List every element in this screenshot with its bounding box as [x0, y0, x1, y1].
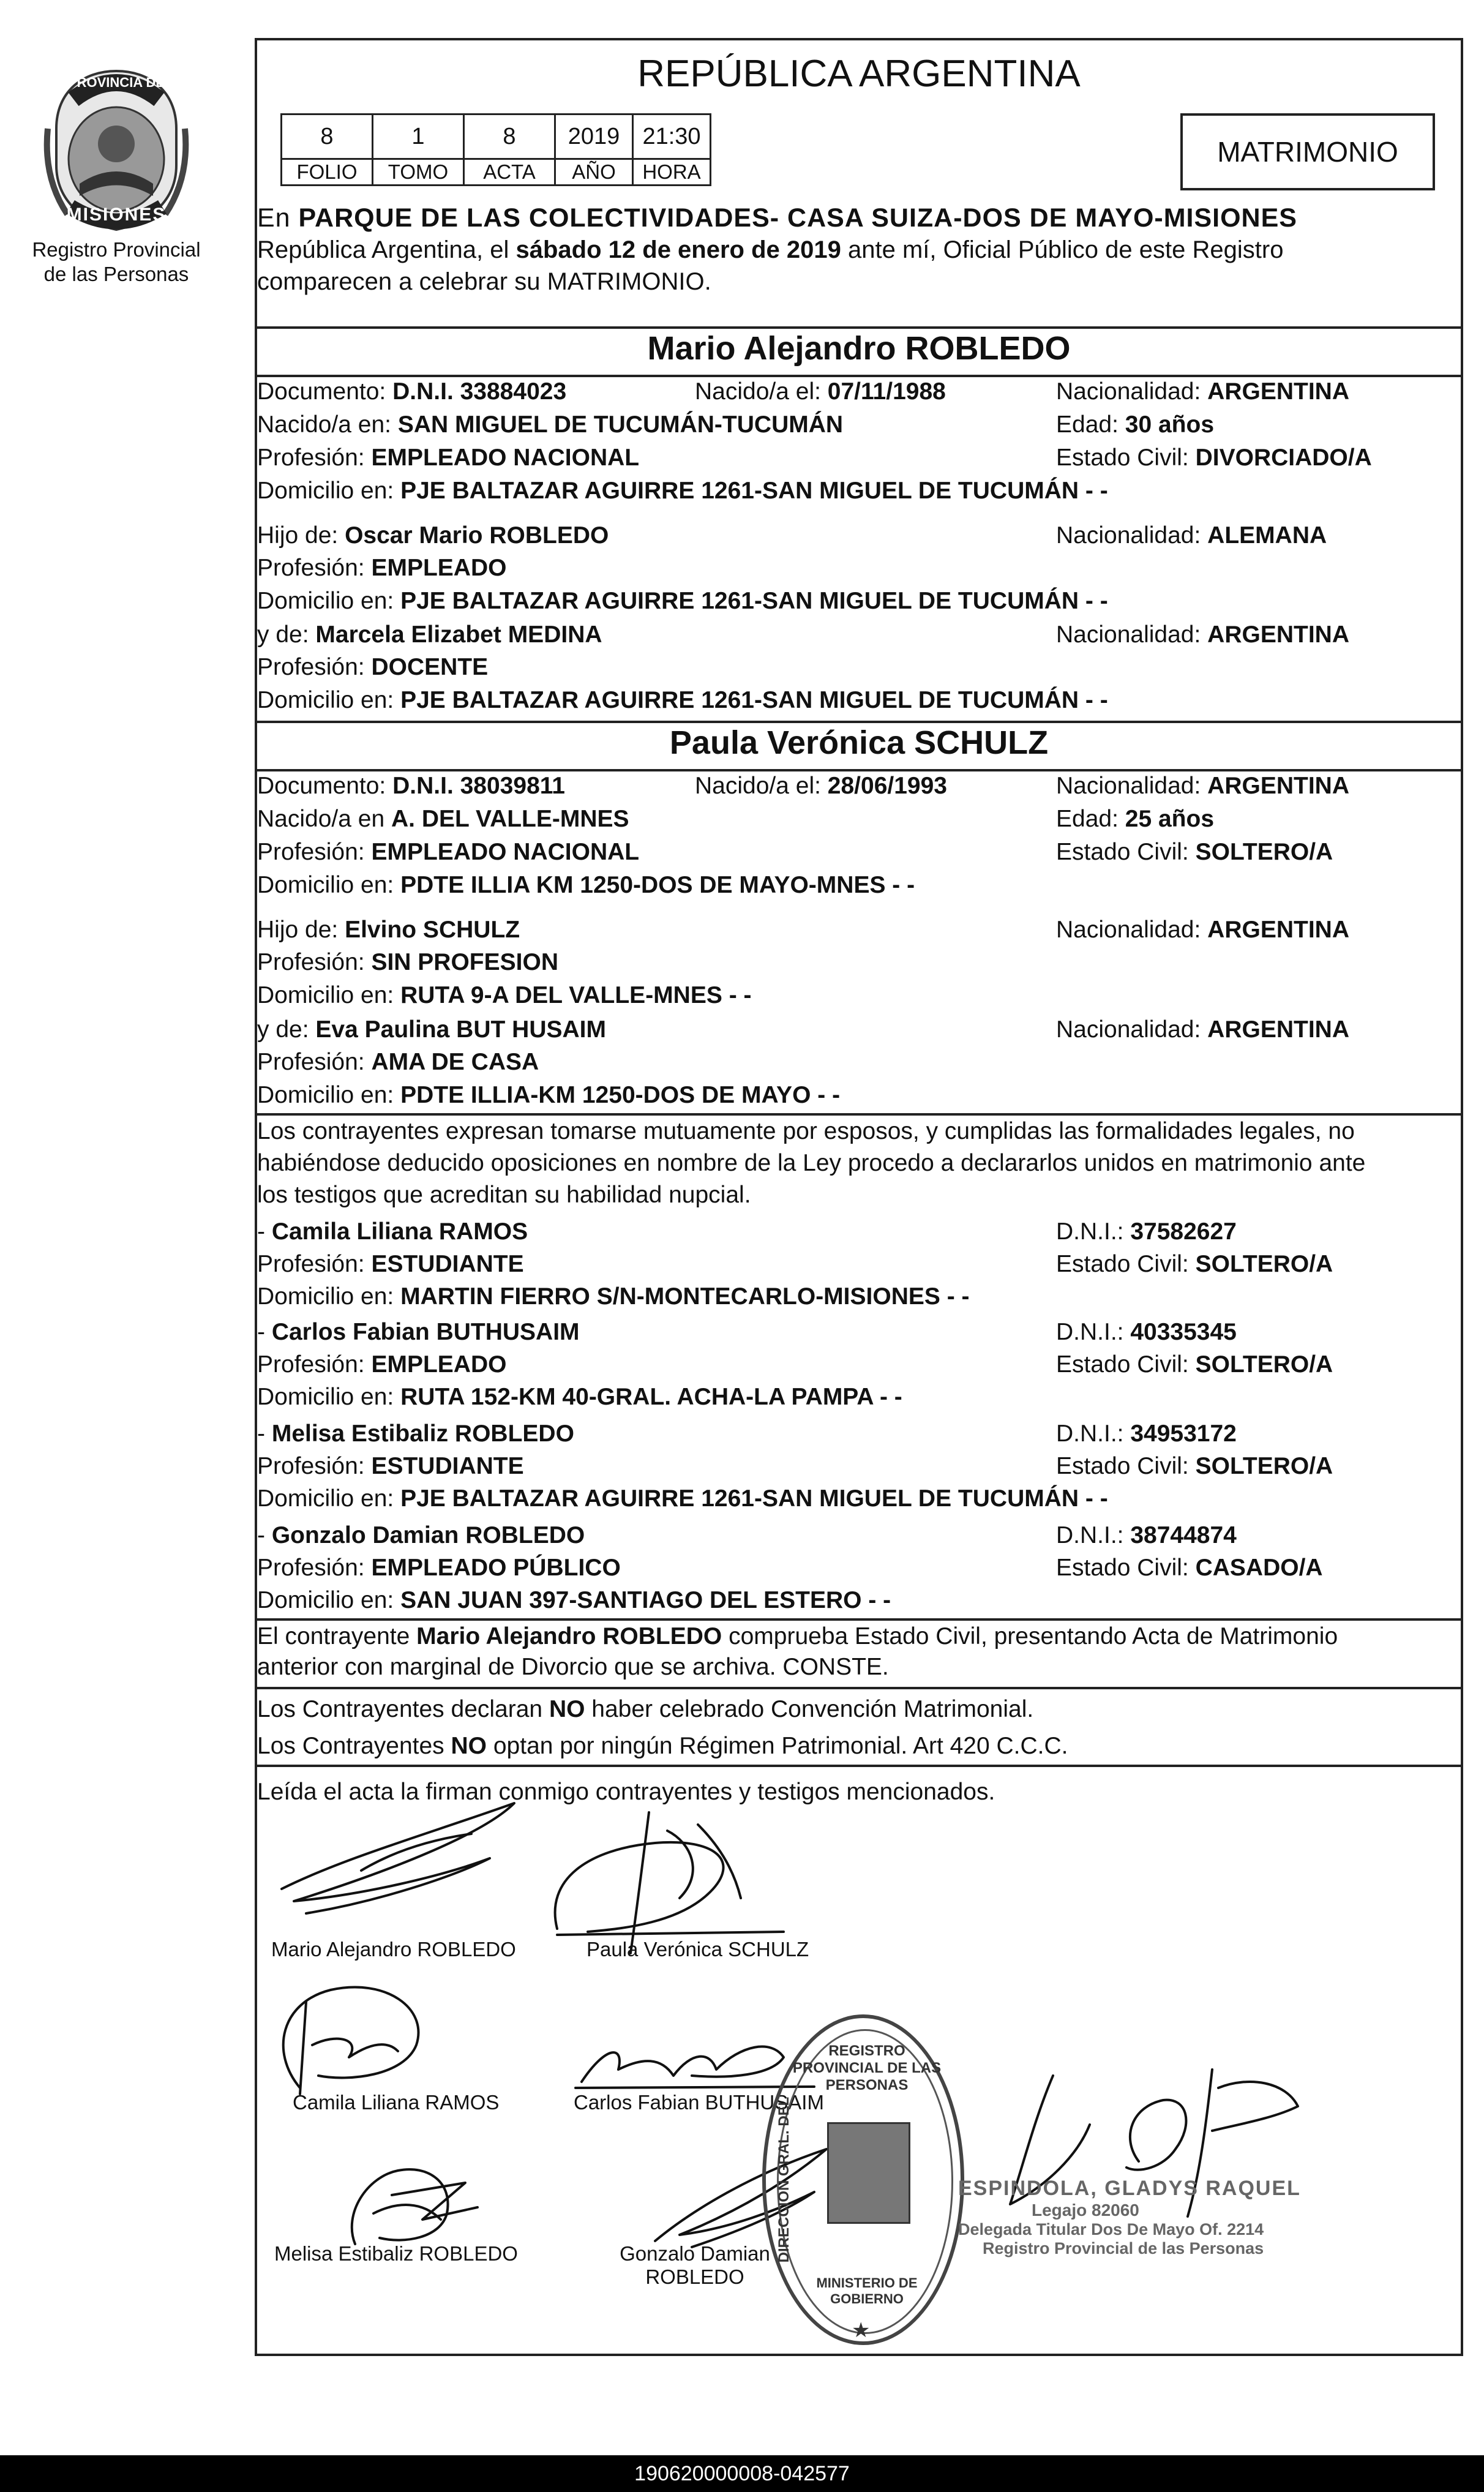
bride-nationality: Nacionalidad: ARGENTINA — [1056, 773, 1350, 799]
bride-address: Domicilio en: PDTE ILLIA KM 1250-DOS DE MAYO-MNES - - — [257, 872, 915, 898]
bride-mother: y de: Eva Paulina BUT HUSAIM — [257, 1016, 606, 1043]
witness-3-signature-label: Melisa Estibaliz ROBLEDO — [274, 2242, 518, 2265]
groom-signature — [269, 1797, 539, 1926]
bride-mother-profession: Profesión: AMA DE CASA — [257, 1049, 539, 1075]
witness-1-profession: Profesión: ESTUDIANTE — [257, 1251, 524, 1277]
register-table — [280, 113, 711, 186]
divider — [255, 1687, 1463, 1689]
divider — [255, 721, 1463, 723]
officer-stamp-name: ESPINDOLA, GLADYS RAQUEL — [958, 2177, 1301, 2200]
bride-father-address: Domicilio en: RUTA 9-A DEL VALLE-MNES - - — [257, 982, 752, 1008]
time-value: 21:30 — [633, 114, 711, 159]
acta-value: 8 — [464, 114, 555, 159]
seal-emblem-icon — [827, 2122, 910, 2224]
officer-stamp — [958, 2177, 1325, 2258]
declaration-line1: Los contrayentes expresan tomarse mutuamente por esposos, y cumplidas las formalidades legales, no — [257, 1118, 1355, 1144]
witness-2-address: Domicilio en: RUTA 152-KM 40-GRAL. ACHA-LA PAMPA - - — [257, 1384, 902, 1410]
bride-age: Edad: 25 años — [1056, 806, 1215, 832]
witness-2-profession: Profesión: EMPLEADO — [257, 1351, 507, 1378]
civil-status-note: El contrayente Mario Alejandro ROBLEDO comprueba Estado Civil, presentando Acta de Matrimonio anterior con marginal de Divorcio que se archiva. CONSTE. — [257, 1623, 1338, 1680]
folio-label: FOLIO — [282, 159, 373, 186]
witness-2-dni: D.N.I.: 40335345 — [1056, 1319, 1237, 1345]
act-type-box — [1180, 113, 1435, 190]
witness-3-signature — [331, 2158, 490, 2256]
divider — [255, 769, 1463, 771]
bride-mother-nationality: Nacionalidad: ARGENTINA — [1056, 1016, 1350, 1043]
tomo-label: TOMO — [373, 159, 464, 186]
witness-2-signature-label: Carlos Fabian BUTHUSAIM — [574, 2091, 824, 2114]
registry-caption — [18, 238, 214, 287]
bride-mother-address: Domicilio en: PDTE ILLIA-KM 1250-DOS DE MAYO - - — [257, 1082, 841, 1108]
intro-country: República Argentina, el — [257, 236, 516, 263]
declaration-paragraph — [257, 1116, 1460, 1211]
witness-4-signature-label: Gonzalo Damian ROBLEDO — [620, 2242, 770, 2288]
witness-3-dni: D.N.I.: 34953172 — [1056, 1421, 1237, 1447]
ceremony-place: PARQUE DE LAS COLECTIVIDADES- CASA SUIZA-DOS DE MAYO-MISIONES — [298, 203, 1297, 233]
convention-statement: Los Contrayentes declaran NO haber celebrado Convención Matrimonial. — [257, 1696, 1034, 1722]
bride-signature-label: Paula Verónica SCHULZ — [586, 1938, 809, 1961]
witness-3-civil-status: Estado Civil: SOLTERO/A — [1056, 1453, 1333, 1479]
groom-father-nationality: Nacionalidad: ALEMANA — [1056, 522, 1327, 549]
act-type: MATRIMONIO — [1217, 136, 1398, 168]
regime-statement: Los Contrayentes NO optan por ningún Régimen Patrimonial. Art 420 C.C.C. — [257, 1733, 1068, 1759]
witness-1-signature-label: Camila Liliana RAMOS — [293, 2091, 500, 2114]
registry-logo — [37, 67, 196, 233]
matrimonial-regime — [257, 1691, 1460, 1765]
witness-4-name: - Gonzalo Damian ROBLEDO — [257, 1522, 585, 1548]
groom-nationality: Nacionalidad: ARGENTINA — [1056, 378, 1350, 405]
groom-signature-label: Mario Alejandro ROBLEDO — [271, 1938, 516, 1961]
groom-father-profession: Profesión: EMPLEADO — [257, 555, 507, 581]
intro-officer: ante mí, Oficial Público de este Registro — [841, 236, 1284, 263]
groom-civil-status: Estado Civil: DIVORCIADO/A — [1056, 445, 1372, 471]
official-round-seal — [762, 2014, 964, 2345]
note-groom-name: Mario Alejandro ROBLEDO — [416, 1623, 722, 1649]
round-seal-text: REGISTRO PROVINCIAL DE LAS PERSONAS — [792, 2043, 942, 2093]
intro-appear: comparecen a celebrar su MATRIMONIO. — [257, 268, 711, 295]
groom-age: Edad: 30 años — [1056, 411, 1215, 438]
acta-label: ACTA — [464, 159, 555, 186]
bride-father-profession: Profesión: SIN PROFESION — [257, 949, 558, 975]
folio-value: 8 — [282, 114, 373, 159]
groom-mother-profession: Profesión: DOCENTE — [257, 654, 489, 680]
groom-father-address: Domicilio en: PJE BALTAZAR AGUIRRE 1261-SAN MIGUEL DE TUCUMÁN - - — [257, 588, 1108, 614]
groom-father: Hijo de: Oscar Mario ROBLEDO — [257, 522, 609, 549]
groom-birth-date: Nacido/a el: 07/11/1988 — [695, 378, 946, 405]
groom-mother-nationality: Nacionalidad: ARGENTINA — [1056, 621, 1350, 648]
seal-bottom-text: MISIONES — [66, 205, 167, 225]
seal-top-text: PROVINCIA DE — [67, 75, 165, 90]
bride-father: Hijo de: Elvino SCHULZ — [257, 917, 520, 943]
witness-3-name: - Melisa Estibaliz ROBLEDO — [257, 1421, 574, 1447]
year-value: 2019 — [555, 114, 633, 159]
groom-profession: Profesión: EMPLEADO NACIONAL — [257, 445, 640, 471]
intro-paragraph — [257, 202, 1460, 298]
officer-stamp-office: Registro Provincial de las Personas — [983, 2239, 1264, 2257]
witness-3-profession: Profesión: ESTUDIANTE — [257, 1453, 524, 1479]
document-id: 190620000008-042577 — [634, 2461, 850, 2485]
witness-1-name: - Camila Liliana RAMOS — [257, 1218, 528, 1245]
declaration-line3: los testigos que acreditan su habilidad nupcial. — [257, 1182, 751, 1208]
witness-1-dni: D.N.I.: 37582627 — [1056, 1218, 1237, 1245]
intro-en: En — [257, 203, 299, 233]
bride-birth-place: Nacido/a en A. DEL VALLE-MNES — [257, 806, 629, 832]
bride-profession: Profesión: EMPLEADO NACIONAL — [257, 839, 640, 865]
witness-1-address: Domicilio en: MARTIN FIERRO S/N-MONTECARLO-MISIONES - - — [257, 1283, 970, 1310]
round-seal-left-text: DIRECCION GRAL. DEL — [776, 2096, 792, 2263]
round-seal-bottom-text: MINISTERIO DE GOBIERNO — [816, 2275, 918, 2306]
witness-4-address: Domicilio en: SAN JUAN 397-SANTIAGO DEL ESTERO - - — [257, 1587, 891, 1613]
groom-name: Mario Alejandro ROBLEDO — [647, 330, 1071, 367]
declaration-line2: habiéndose deducido oposiciones en nombre de la Ley procedo a declararlos unidos en matrimonio ante — [257, 1150, 1366, 1176]
bride-birth-date: Nacido/a el: 28/06/1993 — [695, 773, 947, 799]
groom-mother-address: Domicilio en: PJE BALTAZAR AGUIRRE 1261-SAN MIGUEL DE TUCUMÁN - - — [257, 687, 1108, 713]
bride-signature — [539, 1806, 796, 1959]
bride-civil-status: Estado Civil: SOLTERO/A — [1056, 839, 1333, 865]
witness-2-name: - Carlos Fabian BUTHUSAIM — [257, 1319, 580, 1345]
ceremony-date: sábado 12 de enero de 2019 — [515, 236, 841, 263]
divider — [255, 326, 1463, 329]
divider — [255, 1765, 1463, 1767]
witness-4-profession: Profesión: EMPLEADO PÚBLICO — [257, 1555, 621, 1581]
bride-document: Documento: D.N.I. 38039811 — [257, 773, 565, 799]
year-label: AÑO — [555, 159, 633, 186]
signatures-intro: Leída el acta la firman conmigo contrayentes y testigos mencionados. — [257, 1779, 995, 1805]
bride-name: Paula Verónica SCHULZ — [669, 724, 1049, 761]
witness-4-dni: D.N.I.: 38744874 — [1056, 1522, 1237, 1548]
star-icon: ★ — [852, 2319, 871, 2342]
officer-stamp-role: Delegada Titular Dos De Mayo Of. 2214 — [958, 2220, 1264, 2239]
groom-birth-place: Nacido/a en: SAN MIGUEL DE TUCUMÁN-TUCUMÁN — [257, 411, 844, 438]
page-title: REPÚBLICA ARGENTINA — [637, 53, 1081, 95]
witness-4-civil-status: Estado Civil: CASADO/A — [1056, 1555, 1323, 1581]
groom-document: Documento: D.N.I. 33884023 — [257, 378, 567, 405]
divider — [255, 1618, 1463, 1621]
tomo-value: 1 — [373, 114, 464, 159]
footer-bar — [0, 2455, 1484, 2492]
bride-father-nationality: Nacionalidad: ARGENTINA — [1056, 917, 1350, 943]
divider — [255, 375, 1463, 377]
time-label: HORA — [633, 159, 711, 186]
witness-1-civil-status: Estado Civil: SOLTERO/A — [1056, 1251, 1333, 1277]
officer-stamp-file: Legajo 82060 — [1032, 2201, 1139, 2220]
witness-2-civil-status: Estado Civil: SOLTERO/A — [1056, 1351, 1333, 1378]
registry-caption-line2: de las Personas — [43, 263, 189, 285]
groom-address: Domicilio en: PJE BALTAZAR AGUIRRE 1261-SAN MIGUEL DE TUCUMÁN - - — [257, 478, 1108, 504]
groom-mother: y de: Marcela Elizabet MEDINA — [257, 621, 602, 648]
witness-1-signature — [263, 1978, 447, 2100]
registry-caption-line1: Registro Provincial — [32, 238, 201, 261]
witness-3-address: Domicilio en: PJE BALTAZAR AGUIRRE 1261-SAN MIGUEL DE TUCUMÁN - - — [257, 1485, 1108, 1512]
